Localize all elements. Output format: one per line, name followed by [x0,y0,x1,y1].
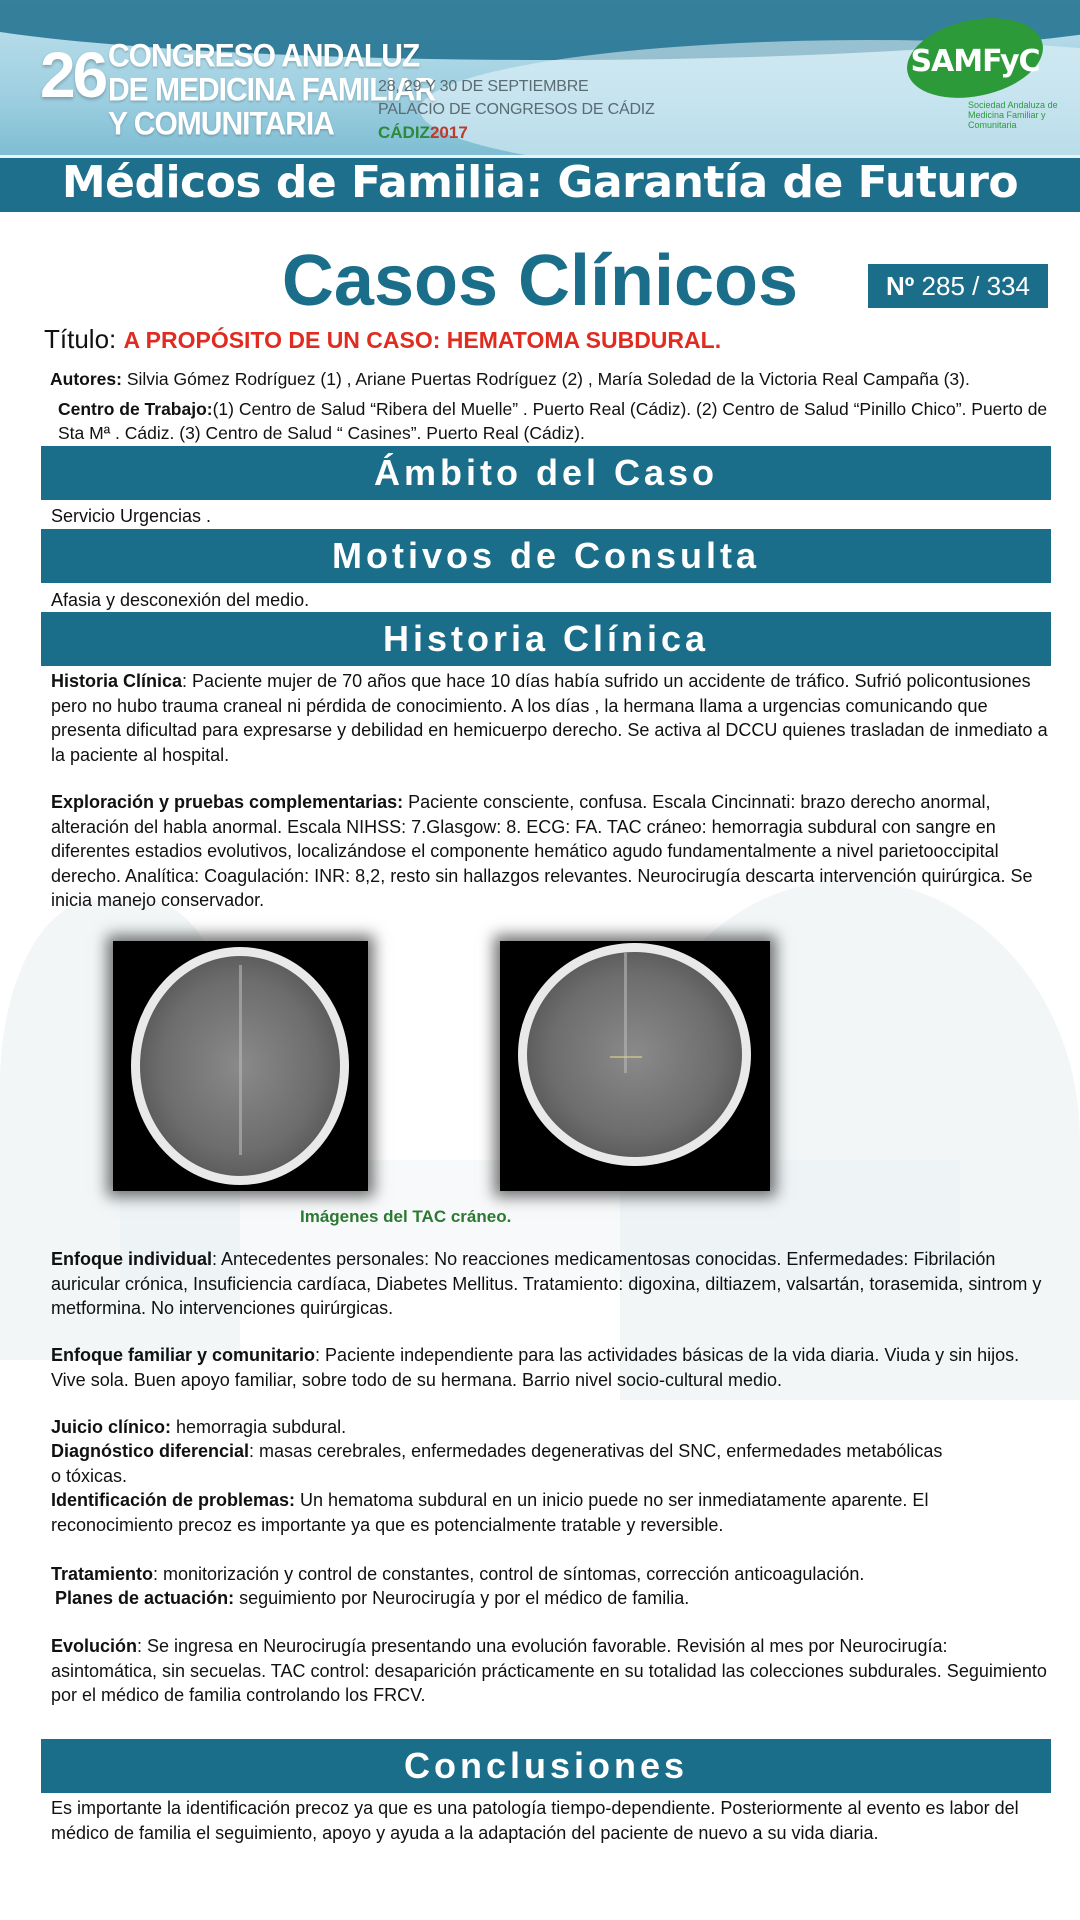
enfoque-individual-text: Enfoque individual: Antecedentes personales: No reacciones medicamentosas conocidas. Enfermedades: Fibrilación auricular crónica, Insuficiencia cardíaca, Diabetes Mellitus. Tratamiento: digoxina, diltiazem, valsartán, torasemida, sintrom y metformina. No intervenciones quirúrgicas. [51,1249,1042,1318]
historia-clinica-text: Historia Clínica: Paciente mujer de 70 años que hace 10 días había sufrido un accidente de tráfico. Sufrió policontusiones pero no hubo trauma craneal ni pérdida de conocimiento. A los días , la hermana llama a urgencias comunicando que presenta dificultad para expresarse y debilidad en hemicuerpo derecho. Se activa al DCCU quienes trasladan de inmediato a la paciente al hospital. [51,671,1048,765]
exploracion-text: Exploración y pruebas complementarias: Paciente consciente, confusa. Escala Cincinnati: brazo derecho anormal, alteración del habla anormal. Escala NIHSS: 7.Glasgow: 8. ECG: FA. TAC cráneo: hemorragia subdural con sangre en diferentes estadios evolutivos, localizándose el componente hemático agudo fundamentalmente a nivel parietooccipital derecho. Analítica: Coagulación: INR: 8,2, resto sin hallazgos relevantes. Neurocirugía descarta intervención quirúrgica. Se inicia manejo conservador. [51,792,1033,910]
planes-actuacion-text: Planes de actuación: seguimiento por Neurocirugía y por el médico de familia. [55,1588,690,1608]
evolucion-text: Evolución: Se ingresa en Neurocirugía presentando una evolución favorable. Revisión al mes por Neurocirugía: asintomática, sin secuelas. TAC control: desaparición prácticamente en su totalidad las colecciones subdurales. Seguimiento por el médico de familia controlando los FRCV. [51,1636,1047,1705]
case-title-row [44,324,721,355]
case-number-badge: Nº 285 / 334 [868,264,1048,308]
case-title-label: Título: [44,324,117,354]
tratamiento-text: Tratamiento: monitorización y control de constantes, control de síntomas, corrección anticoagulación. [51,1564,865,1584]
section-heading-historia: Historia Clínica [41,612,1051,666]
case-title-value: A PROPÓSITO DE UN CASO: HEMATOMA SUBDURAL. [123,327,722,353]
samfyc-logo-text: SAMFyC [910,44,1040,79]
page-title: Casos Clínicos [281,241,799,321]
enfoque-familiar-text: Enfoque familiar y comunitario: Paciente independiente para las actividades básicas de la vida diaria. Viuda y sin hijos. Vive sola. Buen apoyo familiar, sobre todo de su hermana. Barrio nivel socio-cultural medio. [51,1345,1020,1390]
congress-title-line-2: DE MEDICINA FAMILIAR [108,72,436,109]
congress-dates: 28, 29 Y 30 DE SEPTIEMBRE [378,78,589,95]
section-heading-motivos: Motivos de Consulta [41,529,1051,583]
congress-title-line-1: CONGRESO ANDALUZ [108,38,420,75]
tagline: Médicos de Familia: Garantía de Futuro [61,157,1019,208]
congress-city-year: CÁDIZ2017 [378,123,468,142]
ct-scan-coronal-image [500,941,770,1191]
diagnostico-diferencial-text: Diagnóstico diferencial: masas cerebrales, enfermedades degenerativas del SNC, enfermedades metabólicas o tóxicas. [51,1441,943,1486]
section-heading-ambito: Ámbito del Caso [41,446,1051,500]
congress-venue: PALACIO DE CONGRESOS DE CÁDIZ [378,101,655,118]
juicio-clinico-text: Juicio clínico: hemorragia subdural. [51,1417,347,1437]
work-center: Centro de Trabajo:(1) Centro de Salud “Ribera del Muelle” . Puerto Real (Cádiz). (2) Centro de Salud “Pinillo Chico”. Puerto de Sta Mª . Cádiz. (3) Centro de Salud “ Casines”. Puerto Real (Cádiz). [58,399,1048,443]
ct-image-caption: Imágenes del TAC cráneo. [300,1207,512,1226]
motivos-text: Afasia y desconexión del medio. [51,590,310,610]
authors: Autores: Silvia Gómez Rodríguez (1) , Ariane Puertas Rodríguez (2) , María Soledad de la Victoria Real Campaña (3). [50,369,970,389]
congress-number: 26 [40,39,106,111]
section-heading-conclusiones: Conclusiones [41,1739,1051,1793]
conclusiones-text: Es importante la identificación precoz ya que es una patología tiempo-dependiente. Posteriormente al evento es labor del médico de familia el seguimiento, apoyo y ayuda a la adaptación del paciente de nuevo a su vida diaria. [51,1798,1019,1843]
ambito-text: Servicio Urgencias . [51,506,212,526]
identificacion-problemas-text: Identificación de problemas: Un hematoma subdural en un inicio puede no ser inmediatamente aparente. El reconocimiento precoz es importante ya que es potencialmente tratable y reversible. [51,1490,929,1535]
congress-title-line-3: Y COMUNITARIA [108,106,334,143]
ct-scan-axial-image [113,941,368,1191]
samfyc-logo-subtitle: Sociedad Andaluza de Medicina Familiar y Comunitaria [968,100,1058,130]
